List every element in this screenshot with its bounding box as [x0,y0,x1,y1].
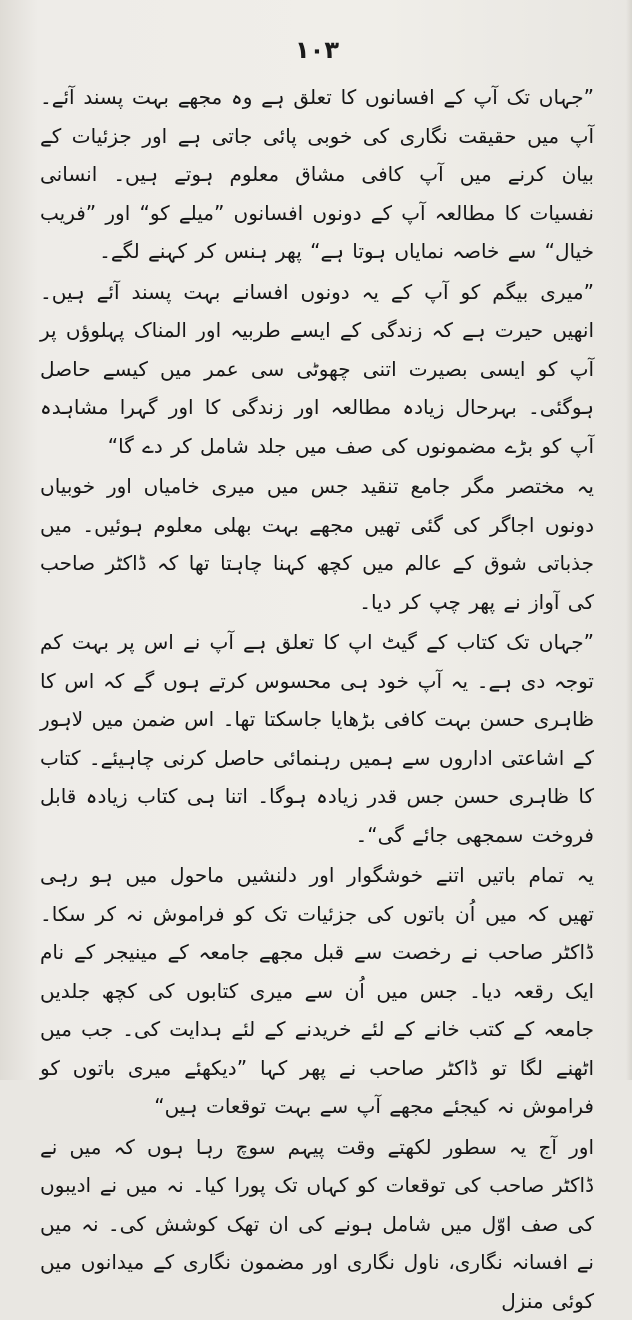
page-body [40,78,594,1320]
paragraph-3: یہ مختصر مگر جامع تنقید جس میں میری خامیاں اور خوبیاں دونوں اجاگر کی گئی تھیں مجھے بہت بھلی معلوم ہوئیں۔ میں جذباتی شوق کے عالم میں کچھ کہنا چاہتا تھا کہ ڈاکٹر صاحب کی آواز نے پھر چپ کر دیا۔ [40,467,594,621]
paragraph-2: ”میری بیگم کو آپ کے یہ دونوں افسانے بہت پسند آئے ہیں۔ انھیں حیرت ہے کہ زندگی کے ایسے طربیہ اور المناک پہلوؤں پر آپ کو ایسی بصیرت اتنی چھوٹی سی عمر میں کیسے حاصل ہوگئی۔ بہرحال زیادہ مطالعہ اور زندگی کا اور گہرا مشاہدہ آپ کو بڑے مضمونوں کی صف میں جلد شامل کر دے گا“ [40,273,594,466]
paragraph-6: اور آج یہ سطور لکھتے وقت پیہم سوچ رہا ہوں کہ میں نے ڈاکٹر صاحب کی توقعات کو کہاں تک پورا کیا۔ نہ میں نے ادیبوں کی صف اوّل میں شامل ہونے کی ان تھک کوشش کی۔ نہ میں نے افسانہ نگاری، ناول نگاری اور مضمون نگاری کے میدانوں میں کوئی منزل [40,1128,594,1320]
paragraph-5: یہ تمام باتیں اتنے خوشگوار اور دلنشیں ماحول میں ہو رہی تھیں کہ میں اُن باتوں کی جزئیات تک کو فراموش نہ کر سکا۔ ڈاکٹر صاحب نے رخصت سے قبل مجھے جامعہ کے مینیجر کے نام ایک رقعہ دیا۔ جس میں اُن سے میری کتابوں کی کچھ جلدیں جامعہ کے کتب خانے کے لئے خریدنے کے لئے ہدایت کی۔ جب میں اٹھنے لگا تو ڈاکٹر صاحب نے پھر کہا ”دیکھئے میری باتوں کو فراموش نہ کیجئے مجھے آپ سے بہت توقعات ہیں“ [40,856,594,1126]
paragraph-1: ”جہاں تک آپ کے افسانوں کا تعلق ہے وہ مجھے بہت پسند آئے۔ آپ میں حقیقت نگاری کی خوبی پائی جاتی ہے اور جزئیات کے بیان کرنے میں آپ کافی مشاق معلوم ہوتے ہیں۔ انسانی نفسیات کا مطالعہ آپ کے دونوں افسانوں ”میلے کو“ اور ”فریب خیال“ سے خاصہ نمایاں ہوتا ہے“ پھر ہنس کر کہنے لگے۔ [40,78,594,271]
paragraph-4: ”جہاں تک کتاب کے گیٹ اپ کا تعلق ہے آپ نے اس پر بہت کم توجہ دی ہے۔ یہ آپ خود ہی محسوس کرتے ہوں گے کہ اس کا ظاہری حسن بہت کافی بڑھایا جاسکتا تھا۔ اس ضمن میں لاہور کے اشاعتی اداروں سے ہمیں رہنمائی حاصل کرنی چاہیئے۔ کتاب کا ظاہری حسن جس قدر زیادہ ہوگا۔ اتنا ہی کتاب زیادہ قابل فروخت سمجھی جائے گی“۔ [40,623,594,854]
page-edge-shadow [626,0,632,1080]
page-number: ۱۰۳ [40,30,594,70]
